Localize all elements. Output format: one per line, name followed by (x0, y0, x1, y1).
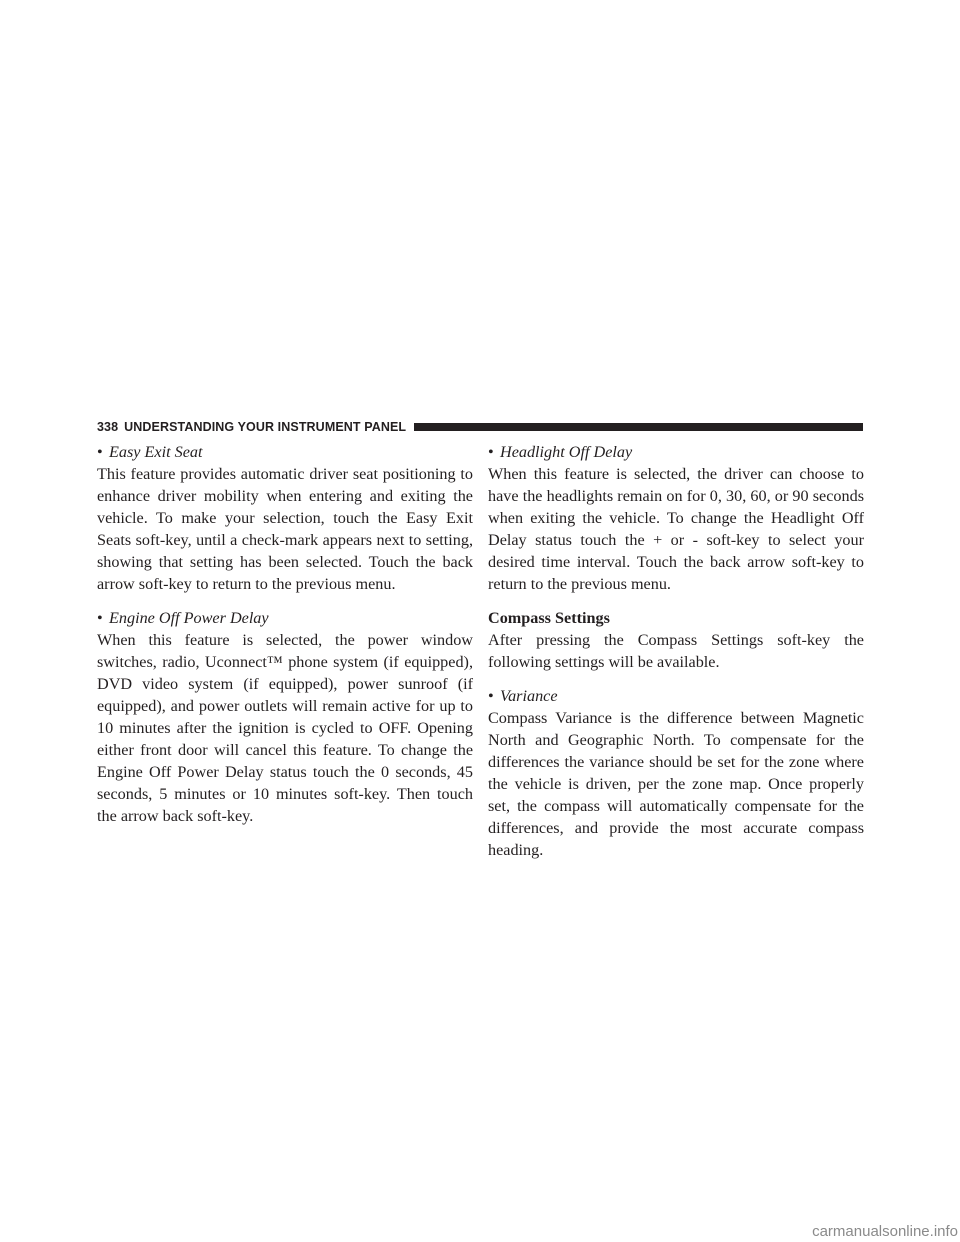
heading-text: Headlight Off Delay (500, 443, 633, 461)
headlight-off-delay-heading (488, 441, 864, 463)
variance-heading (488, 685, 864, 707)
footer-watermark: carmanualsonline.info (812, 1223, 958, 1240)
bullet-icon: • (488, 443, 494, 461)
engine-off-power-delay-heading (97, 607, 473, 629)
right-column (488, 441, 864, 873)
compass-settings-heading: Compass Settings (488, 609, 610, 627)
page-number: 338 (97, 420, 119, 434)
heading-text: Engine Off Power Delay (109, 609, 269, 627)
easy-exit-seat-body: This feature provides automatic driver seat positioning to enhance driver mobility when entering and exiting the vehicle. To make your selection, touch the Easy Exit Seats soft-key, until a check-mark appears next to setting, showing that setting has been selected. Touch the back arrow soft-key to return to the previous menu. (97, 465, 473, 593)
heading-text: Variance (500, 687, 558, 705)
bullet-icon: • (97, 443, 103, 461)
headlight-off-delay-body: When this feature is selected, the driver can choose to have the headlights remain on for 0, 30, 60, or 90 seconds when exiting the vehicle. To change the Headlight Off Delay status touch the + or - soft-key to select your desired time interval. Touch the back arrow soft-key to return to the previous menu. (488, 465, 864, 593)
easy-exit-seat-heading (97, 441, 473, 463)
variance-body: Compass Variance is the difference between Magnetic North and Geographic North. To compensate for the differences the variance should be set for the zone where the vehicle is driven, per the zone map. Once properly set, the compass will automatically compensate for the differences, and provide the most accurate compass heading. (488, 709, 864, 859)
compass-settings-body: After pressing the Compass Settings soft-key the following settings will be available. (488, 631, 864, 671)
engine-off-power-delay-body: When this feature is selected, the power window switches, radio, Uconnect™ phone system (if equipped), DVD video system (if equipped), power sunroof (if equipped), and power outlets will remain active for up to 10 minutes after the ignition is cycled to OFF. Opening either front door will cancel this feature. To change the Engine Off Power Delay status touch the 0 seconds, 45 seconds, 5 minutes or 10 minutes soft-key. Then touch the arrow back soft-key. (97, 631, 473, 825)
header-rule (414, 423, 863, 431)
page-header (97, 419, 863, 435)
bullet-icon: • (97, 609, 103, 627)
section-title: UNDERSTANDING YOUR INSTRUMENT PANEL (124, 420, 407, 434)
left-column (97, 441, 473, 839)
bullet-icon: • (488, 687, 494, 705)
heading-text: Easy Exit Seat (109, 443, 203, 461)
